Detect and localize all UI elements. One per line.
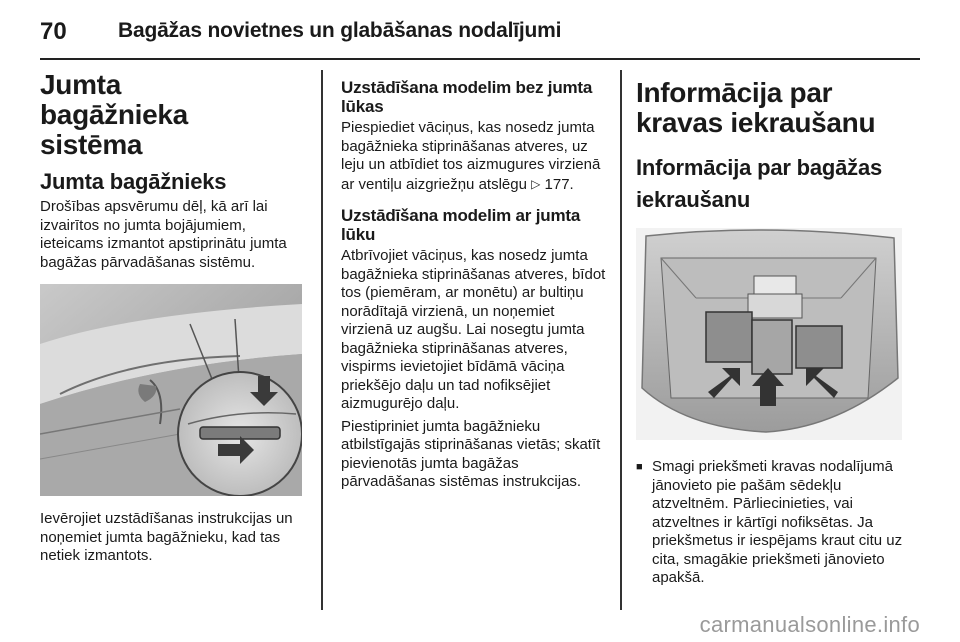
page-header bbox=[40, 14, 920, 54]
column-2 bbox=[341, 70, 606, 492]
list-item-text: Smagi priekšmeti kravas nodalījumā jānovieto pie pašām sēdekļu atzveltnēm. Pārliecinieties, vai atzveltnes ir kārtīgi nofiksētas. Ja priekšmetus ir iespējams kraut citu uz cita, smagākie priekšmeti jānovieto apakšā. bbox=[652, 458, 903, 586]
paragraph bbox=[341, 119, 606, 194]
paragraph: Ievērojiet uzstādīšanas instrukcijas un noņemiet jumta bagāžnieku, kad tas netiek izmantots. bbox=[40, 510, 293, 564]
watermark: carmanualsonline.info bbox=[699, 612, 920, 637]
triangle-right-icon: ▷ bbox=[531, 176, 541, 191]
subsection-title: Jumta bagāžnieks bbox=[40, 169, 227, 194]
section-title: Jumta bagāžnieka sistēma bbox=[40, 69, 188, 160]
subsection-heading: Uzstādīšana modelim bez jumta lūkas bbox=[341, 78, 593, 116]
column-1 bbox=[40, 70, 305, 566]
subsection-title: Informācija par bagāžas iekraušanu bbox=[636, 155, 883, 212]
paragraph: Drošības apsvērumu dēļ, kā arī lai izvairītos no jumta bojājumiem, ieteicams izmantot apstiprinātu jumta bagāžas pārvadāšanas sistēmu. bbox=[40, 198, 287, 271]
car-roof-drawing bbox=[40, 284, 302, 496]
column-divider bbox=[321, 70, 323, 610]
square-bullet-icon: ■ bbox=[636, 461, 643, 473]
column-divider bbox=[620, 70, 622, 610]
page-reference[interactable]: 177. bbox=[544, 175, 574, 193]
running-title: Bagāžas novietnes un glabāšanas nodalījumi bbox=[118, 19, 562, 42]
cargo-loading-illustration bbox=[636, 228, 902, 440]
section-title: Informācija par kravas iekraušanu bbox=[636, 77, 876, 138]
roof-rack-illustration bbox=[40, 284, 302, 496]
trunk-drawing bbox=[636, 228, 902, 440]
paragraph: Atbrīvojiet vāciņus, kas nosedz jumta bagāžnieka stiprināšanas atveres, bīdot tos (piemēram, ar monētu) ar bultiņu norādītajā virzienā, un noņemiet virzienā uz augšu. Lai nosegtu jumta bagāžnieka stiprināšanas atveres, vispirms ievietojiet bīdāmā vāciņa priekšējo daļu un tad nofiksējiet aizmugurējo daļu. bbox=[341, 247, 606, 412]
page-number: 70 bbox=[40, 18, 67, 45]
paragraph-text: Piespiediet vāciņus, kas nosedz jumta bagāžnieka stiprināšanas atveres, uz leju un atbīdiet tos aizmugures virzienā ar ventiļu aizgriežņu atslēgu bbox=[341, 119, 601, 193]
list-item bbox=[636, 458, 916, 588]
header-rule bbox=[40, 58, 920, 60]
subsection-heading: Uzstādīšana modelim ar jumta lūku bbox=[341, 206, 581, 244]
paragraph: Piestipriniet jumta bagāžnieku atbilstīgajās stiprināšanas vietās; skatīt pievienotās jumta bagāžas pārvadāšanas sistēmas instrukcijas. bbox=[341, 417, 601, 490]
column-3 bbox=[636, 70, 916, 588]
